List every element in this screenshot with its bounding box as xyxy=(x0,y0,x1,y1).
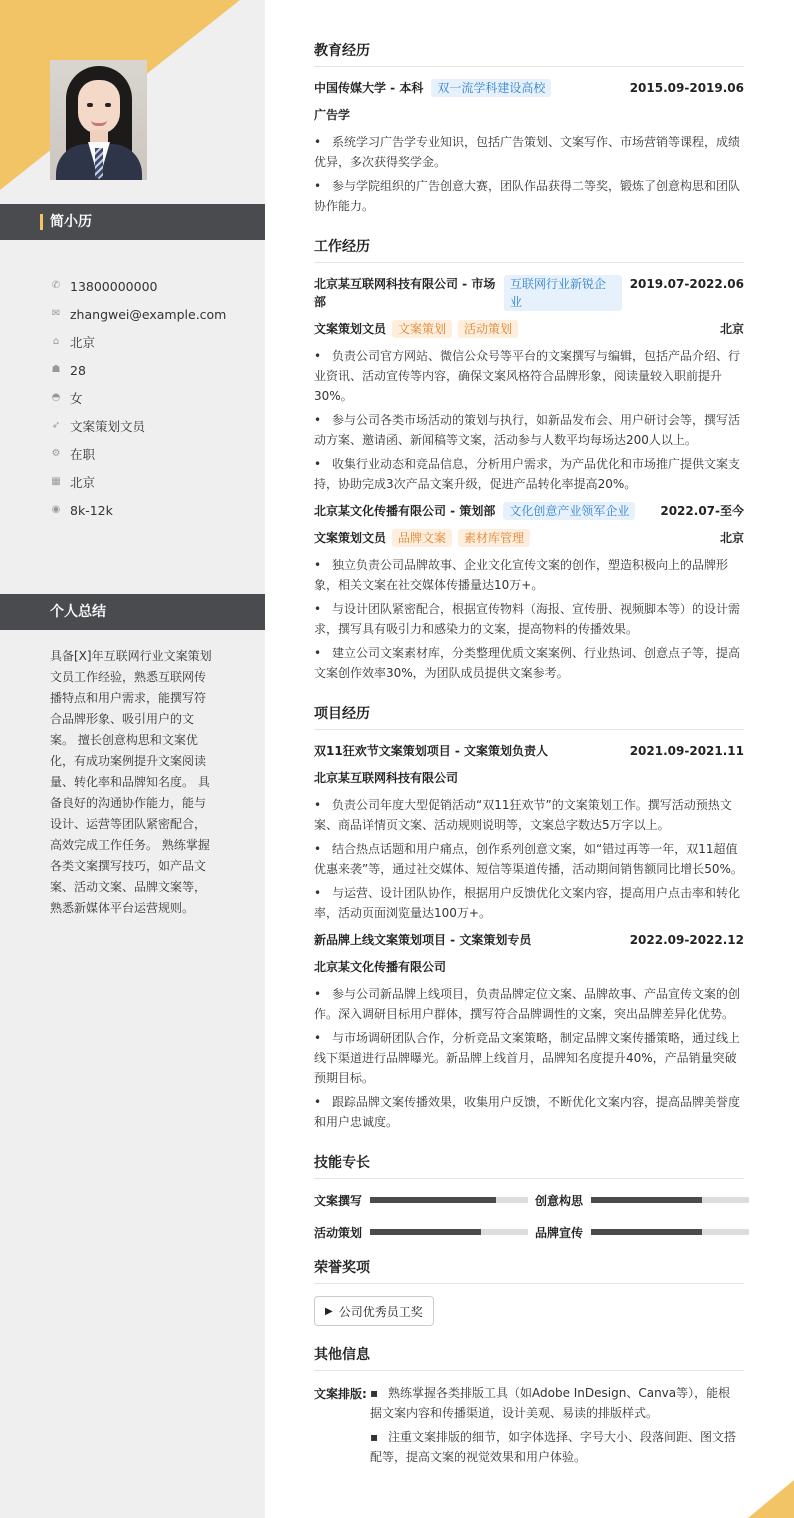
decor-corner xyxy=(748,1480,794,1518)
info-row-position: ➶ 文案策划文员 xyxy=(51,419,146,434)
job-role-row xyxy=(314,320,744,338)
info-row-email: ✉ zhangwei@example.com xyxy=(51,306,227,322)
gender-icon: ◓ xyxy=(51,392,61,403)
play-icon: ▶ xyxy=(325,1305,333,1317)
company-name: 北京某互联网科技有限公司 - 市场部 xyxy=(314,277,496,309)
job-role: 文案策划文员 xyxy=(314,322,387,336)
company-name: 北京某文化传播有限公司 - 策划部 xyxy=(314,504,496,518)
project-name: 新品牌上线文案策划项目 - 文案策划专员 xyxy=(314,933,532,947)
info-row-phone: ✆ 13800000000 xyxy=(51,278,158,294)
list-item: • 结合热点话题和用户痛点，创作系列创意文案，如“错过再等一年，双11超值优惠来袭”等，通过社交媒体、短信等渠道传播，活动期间销售额同比增长50%。 xyxy=(314,839,744,879)
email-icon: ✉ xyxy=(51,308,61,319)
skill-item: 文案撰写 xyxy=(314,1191,535,1209)
education-bullets xyxy=(314,132,744,216)
list-item: • 参与公司新品牌上线项目，负责品牌定位文案、品牌故事、产品宣传文案的创作。深入调研目标用户群体，撰写符合品牌调性的文案，突出品牌差异化优势。 xyxy=(314,984,744,1024)
info-row-salary: ◉ 8k-12k xyxy=(51,502,113,518)
education-date: 2015.09-2019.06 xyxy=(629,81,744,95)
job-entry-2 xyxy=(314,502,744,520)
other-label: 文案排版: xyxy=(314,1387,367,1401)
job-city: 北京 xyxy=(719,322,744,336)
company-tag: 互联网行业新锐企业 xyxy=(504,275,622,311)
info-row-gender: ◓ 女 xyxy=(51,391,83,406)
education-heading: 教育经历 xyxy=(314,40,744,67)
skills-grid xyxy=(314,1191,744,1241)
skill-tag: 素材库管理 xyxy=(458,529,530,547)
job-entry-1 xyxy=(314,275,744,311)
list-item: • 参与公司各类市场活动的策划与执行，如新品发布会、用户研讨会等，撰写活动方案、邀请函、新闻稿等文案，活动参与人数平均每场达200人以上。 xyxy=(314,410,744,450)
home-icon: ⌂ xyxy=(52,336,60,347)
summary-text: 具备[X]年互联网行业文案策划文员工作经验，熟悉互联网传播特点和用户需求，能撰写符合品牌形象、吸引用户的文案。 擅长创意构思和文案优化，有成功案例提升文案阅读量、转化率和品牌知名度。 具备良好的沟通协作能力，能与设计、运营等团队紧密配合，高效完成工作任务。 熟练掌握各类文案撰写技巧，如产品文案、活动文案、品牌文案等，熟悉新媒体平台运营规则。 xyxy=(50,649,212,915)
education-entry xyxy=(314,79,744,97)
salary-icon: ◉ xyxy=(51,504,61,515)
skills-heading: 技能专长 xyxy=(314,1152,744,1179)
list-item: • 独立负责公司品牌故事、企业文化宣传文案的创作，塑造积极向上的品牌形象，相关文案在社交媒体传播量达10万+。 xyxy=(314,555,744,595)
job-bullets xyxy=(314,555,744,683)
skill-bar-fill xyxy=(370,1229,481,1235)
city-icon: ▦ xyxy=(51,476,61,487)
other-heading: 其他信息 xyxy=(314,1344,744,1371)
project-name: 双11狂欢节文案策划项目 - 文案策划负责人 xyxy=(314,744,549,758)
skill-bar-fill xyxy=(591,1229,702,1235)
project-entry-1 xyxy=(314,742,744,760)
list-item: ▪ 注重文案排版的细节，如字体选择、字号大小、段落间距、图文搭配等，提高文案的视觉效果和用户体验。 xyxy=(370,1427,742,1467)
job-city: 北京 xyxy=(719,531,744,545)
project-entry-2 xyxy=(314,931,744,949)
skill-tag: 品牌文案 xyxy=(392,529,452,547)
skill-item: 创意构思 xyxy=(535,1191,749,1209)
position-icon: ➶ xyxy=(51,420,61,431)
project-company: 北京某文化传播有限公司 xyxy=(314,960,447,974)
list-item: • 系统学习广告学专业知识，包括广告策划、文案写作、市场营销等课程，成绩优异，多次获得奖学金。 xyxy=(314,132,744,172)
list-item: • 收集行业动态和竞品信息，分析用户需求，为产品优化和市场推广提供文案支持，协助完成3次产品文案升级，促进产品转化率提高20%。 xyxy=(314,454,744,494)
skill-bar xyxy=(591,1197,749,1203)
skill-item: 活动策划 xyxy=(314,1223,535,1241)
list-item: • 建立公司文案素材库，分类整理优质文案案例、行业热词、创意点子等，提高文案创作效率30%，为团队成员提供文案参考。 xyxy=(314,643,744,683)
list-item: • 与市场调研团队合作，分析竞品文案策略，制定品牌文案传播策略，通过线上线下渠道进行品牌曝光。新品牌上线首月，品牌知名度提升40%，产品销量突破预期目标。 xyxy=(314,1028,744,1088)
job-role-row xyxy=(314,529,744,547)
list-item: • 参与学院组织的广告创意大赛，团队作品获得二等奖，锻炼了创意构思和团队协作能力。 xyxy=(314,176,744,216)
honors-heading: 荣誉奖项 xyxy=(314,1257,744,1284)
project-bullets xyxy=(314,795,744,923)
school-tag: 双一流学科建设高校 xyxy=(431,79,551,97)
list-item: • 负责公司官方网站、微信公众号等平台的文案撰写与编辑，包括产品介绍、行业资讯、活动宣传等内容，确保文案风格符合品牌形象，阅读量较入职前提升30%。 xyxy=(314,346,744,406)
resume-title: 简小历 xyxy=(0,204,265,240)
company-tag: 文化创意产业领军企业 xyxy=(503,502,635,520)
main-content xyxy=(314,40,744,1471)
award-item[interactable]: ▶ 公司优秀员工奖 xyxy=(314,1296,434,1326)
project-company: 北京某互联网科技有限公司 xyxy=(314,771,459,785)
skill-item: 品牌宣传 xyxy=(535,1223,749,1241)
skill-tag: 文案策划 xyxy=(392,320,452,338)
info-row-status: ⚙ 在职 xyxy=(51,447,96,462)
list-item: • 与运营、设计团队协作，根据用户反馈优化文案内容，提高用户点击率和转化率，活动页面浏览量达100万+。 xyxy=(314,883,744,923)
skill-bar-fill xyxy=(370,1197,496,1203)
project-date: 2022.09-2022.12 xyxy=(629,933,744,947)
school-name: 中国传媒大学 - 本科 xyxy=(314,81,424,95)
projects-heading: 项目经历 xyxy=(314,703,744,730)
other-bullets xyxy=(370,1383,742,1471)
age-icon: ☗ xyxy=(51,364,61,375)
project-date: 2021.09-2021.11 xyxy=(629,744,744,758)
info-row-city: ▦ 北京 xyxy=(51,475,96,490)
skill-bar xyxy=(591,1229,749,1235)
list-item: • 与设计团队紧密配合，根据宣传物料（海报、宣传册、视频脚本等）的设计需求，撰写具有吸引力和感染力的文案，提高物料的传播效果。 xyxy=(314,599,744,639)
job-role: 文案策划文员 xyxy=(314,531,387,545)
skill-bar xyxy=(370,1229,528,1235)
other-info xyxy=(314,1383,744,1471)
sidebar xyxy=(0,0,265,1518)
avatar xyxy=(50,60,147,180)
skill-tag: 活动策划 xyxy=(458,320,518,338)
skill-bar xyxy=(370,1197,528,1203)
list-item: ▪ 熟练掌握各类排版工具（如Adobe InDesign、Canva等），能根据文案内容和传播渠道，设计美观、易读的排版样式。 xyxy=(370,1383,742,1423)
work-heading: 工作经历 xyxy=(314,236,744,263)
phone-icon: ✆ xyxy=(51,280,61,291)
skill-bar-fill xyxy=(591,1197,702,1203)
major: 广告学 xyxy=(314,108,351,122)
contact-info xyxy=(50,272,250,524)
list-item: • 负责公司年度大型促销活动“双11狂欢节”的文案策划工作。撰写活动预热文案、商品详情页文案、活动规则说明等，文案总字数达5万字以上。 xyxy=(314,795,744,835)
info-row-age: ☗ 28 xyxy=(51,362,86,378)
job-date: 2019.07-2022.06 xyxy=(629,277,744,291)
summary-heading: 个人总结 xyxy=(0,594,265,630)
job-bullets xyxy=(314,346,744,494)
project-bullets xyxy=(314,984,744,1132)
info-row-home: ⌂ 北京 xyxy=(50,328,250,356)
job-date: 2022.07-至今 xyxy=(660,504,744,518)
status-icon: ⚙ xyxy=(51,448,61,459)
list-item: • 跟踪品牌文案传播效果，收集用户反馈，不断优化文案内容，提高品牌美誉度和用户忠诚度。 xyxy=(314,1092,744,1132)
